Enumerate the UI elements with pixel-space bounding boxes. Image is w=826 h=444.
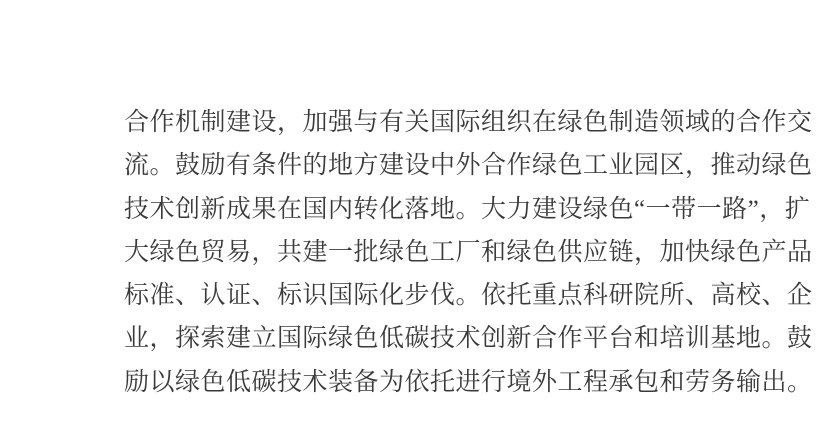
text-line: 标准、认证、标识国际化步伐。依托重点科研院所、高校、企 xyxy=(124,282,813,310)
text-line: 技术创新成果在国内转化落地。大力建设绿色“一带一路”，扩 xyxy=(124,195,811,223)
text-line: 业，探索建立国际绿色低碳技术创新合作平台和培训基地。鼓 xyxy=(124,325,813,353)
paragraph-block xyxy=(124,101,813,404)
text-line: 流。鼓励有条件的地方建设中外合作绿色工业园区，推动绿色 xyxy=(124,152,813,180)
text-line: 大绿色贸易，共建一批绿色工厂和绿色供应链，加快绿色产品 xyxy=(124,238,813,266)
text-line: 合作机制建设，加强与有关国际组织在绿色制造领域的合作交 xyxy=(124,109,813,136)
text-line: 励以绿色低碳技术装备为依托进行境外工程承包和劳务输出。 xyxy=(124,368,813,396)
